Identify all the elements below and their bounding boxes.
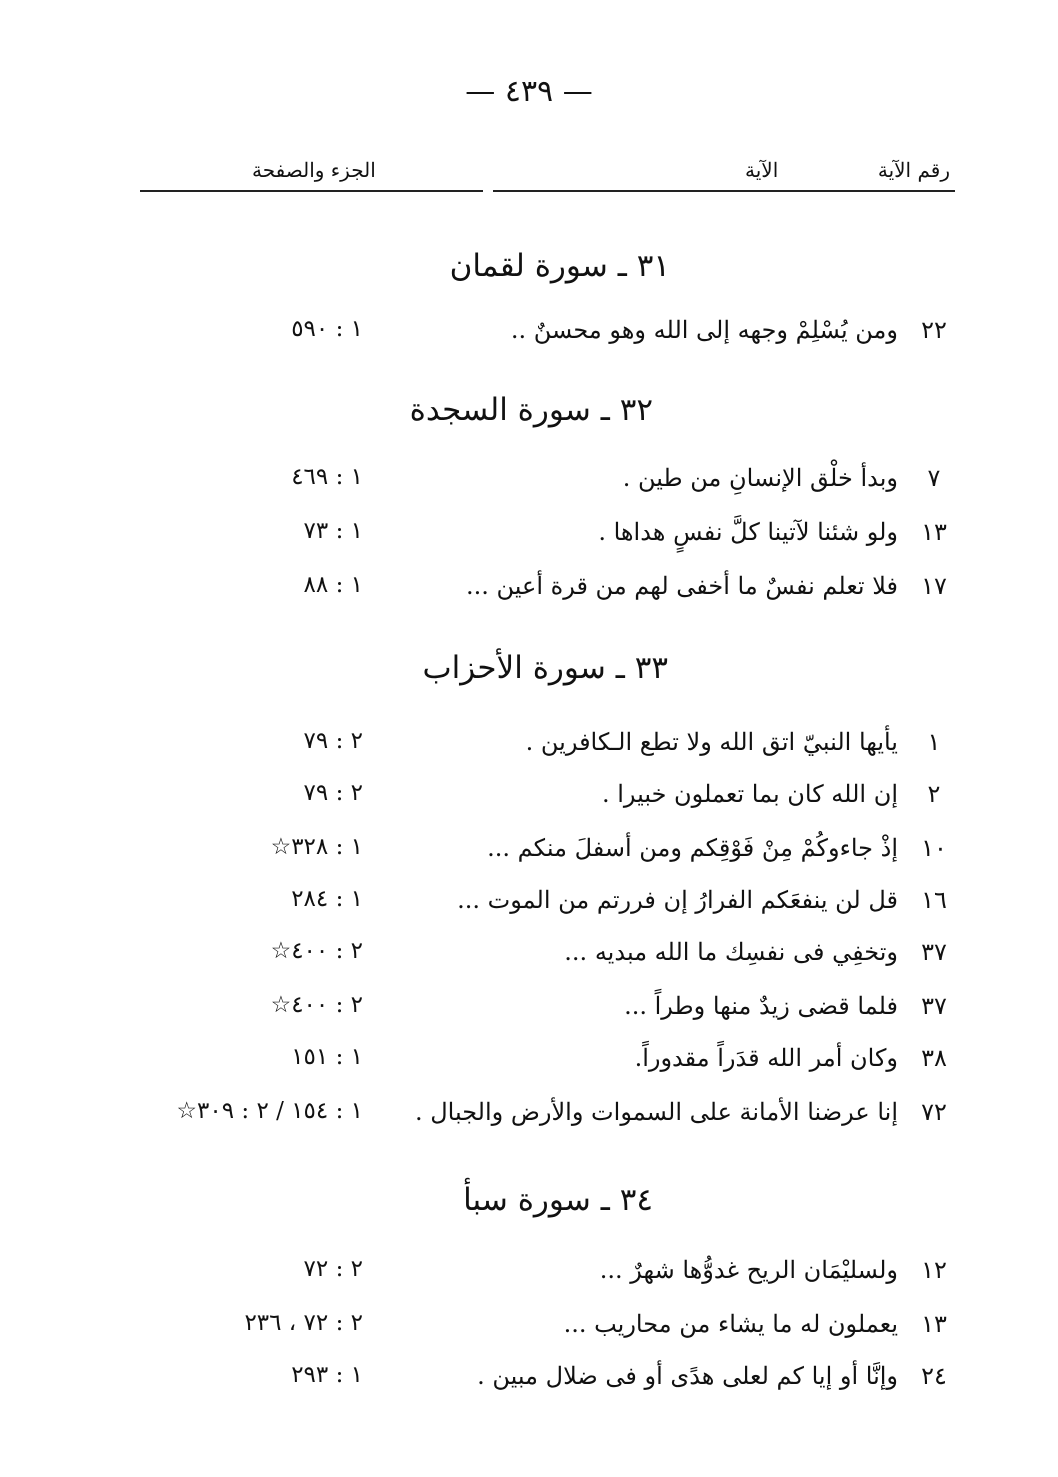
- volume-page-ref: ١ : ٥٩٠: [291, 316, 363, 342]
- table-row: [0, 724, 1058, 764]
- verse-text: ولسليْمَان الريح غدوُّها شهرٌ ...: [599, 1256, 898, 1284]
- verse-text: يعملون له ما يشاء من محاريب ...: [563, 1310, 898, 1338]
- verse-number: ١٣: [921, 1310, 947, 1338]
- volume-page-ref: ١ : ٧٣: [303, 518, 363, 544]
- verse-text: فلا تعلم نفسٌ ما أخفى لهم من قرة أعين ...: [465, 572, 898, 600]
- volume-page-ref: ٢ : ٤٠٠☆: [270, 992, 363, 1018]
- verse-number: ٣٨: [921, 1044, 947, 1072]
- verse-number: ١٣: [921, 518, 947, 546]
- volume-page-ref: ٢ : ٧٢ ، ٢٣٦: [244, 1310, 363, 1336]
- verse-number: ٧٢: [921, 1098, 947, 1126]
- verse-number: ٢٢: [921, 316, 947, 344]
- volume-page-ref: ١ : ٣٢٨☆: [270, 834, 363, 860]
- table-row: [0, 1252, 1058, 1292]
- table-row: [0, 1094, 1058, 1134]
- header-reference: الجزء والصفحة: [252, 158, 376, 182]
- verse-text: وإنَّا أو إيا كم لعلى هدًى أو فى ضلال مبين .: [477, 1362, 898, 1390]
- table-row: [0, 312, 1058, 352]
- verse-number: ٣٧: [921, 992, 947, 1020]
- header-rule-left: [140, 190, 483, 192]
- table-row: [0, 514, 1058, 554]
- verse-number: ١: [927, 728, 941, 756]
- volume-page-ref: ٢ : ٧٩: [303, 728, 363, 754]
- table-row: [0, 568, 1058, 608]
- volume-page-ref: ١ : ٢٨٤: [291, 886, 363, 912]
- volume-page-ref: ٢ : ٧٢: [303, 1256, 363, 1282]
- verse-number: ١٦: [921, 886, 947, 914]
- verse-number: ٧: [927, 464, 941, 492]
- table-row: [0, 882, 1058, 922]
- table-row: [0, 988, 1058, 1028]
- volume-page-ref: ١ : ٤٦٩: [291, 464, 363, 490]
- header-verse: الآية: [745, 158, 779, 182]
- verse-text: وكان أمر الله قدَراً مقدوراً.: [634, 1044, 898, 1072]
- volume-page-ref: ١ : ١٥٤ / ٢ : ٣٠٩☆: [176, 1098, 363, 1124]
- surah-title: ٣١ ـ سورة لقمان: [449, 248, 670, 284]
- verse-number: ٢: [927, 780, 941, 808]
- header-verse-number: رقم الآية: [877, 158, 950, 182]
- volume-page-ref: ٢ : ٧٩: [303, 780, 363, 806]
- surah-title: ٣٣ ـ سورة الأحزاب: [422, 650, 668, 686]
- table-row: [0, 1358, 1058, 1398]
- table-row: [0, 1040, 1058, 1080]
- verse-text: إن الله كان بما تعملون خبيرا .: [601, 780, 898, 808]
- volume-page-ref: ١ : ٢٩٣: [291, 1362, 363, 1388]
- verse-text: إذْ جاءوكُمْ مِنْ فَوْقِكم ومن أسفلَ منكم ...: [487, 834, 898, 862]
- volume-page-ref: ٢ : ٤٠٠☆: [270, 938, 363, 964]
- table-row: [0, 830, 1058, 870]
- table-row: [0, 776, 1058, 816]
- verse-text: إنا عرضنا الأمانة على السموات والأرض والجبال .: [414, 1098, 898, 1126]
- verse-text: قل لن ينفعَكم الفرارُ إن فررتم من الموت ...: [457, 886, 898, 914]
- verse-text: وتخفِي فى نفسِك ما الله مبديه ...: [564, 938, 898, 966]
- table-row: [0, 1306, 1058, 1346]
- verse-number: ١٠: [921, 834, 947, 862]
- table-row: [0, 934, 1058, 974]
- verse-text: يأيها النبيّ اتق الله ولا تطع الـكافرين .: [525, 728, 898, 756]
- header-rule-right: [493, 190, 955, 192]
- verse-number: ٣٧: [921, 938, 947, 966]
- table-row: [0, 460, 1058, 500]
- volume-page-ref: ١ : ٨٨: [303, 572, 363, 598]
- volume-page-ref: ١ : ١٥١: [291, 1044, 363, 1070]
- verse-text: ولو شئنا لآتينا كلَّ نفسٍ هداها .: [598, 518, 898, 546]
- surah-title: ٣٤ ـ سورة سبأ: [463, 1182, 653, 1218]
- verse-text: فلما قضى زيدٌ منها وطراً ...: [624, 992, 898, 1020]
- verse-text: ومن يُسْلِمْ وجهه إلى الله وهو محسنٌ ..: [510, 316, 898, 344]
- verse-number: ١٧: [921, 572, 947, 600]
- verse-number: ١٢: [921, 1256, 947, 1284]
- page-number: — ٤٣٩ —: [465, 74, 593, 109]
- verse-text: وبدأ خلْق الإنسانِ من طين .: [622, 464, 898, 492]
- verse-number: ٢٤: [921, 1362, 947, 1390]
- surah-title: ٣٢ ـ سورة السجدة: [409, 392, 653, 428]
